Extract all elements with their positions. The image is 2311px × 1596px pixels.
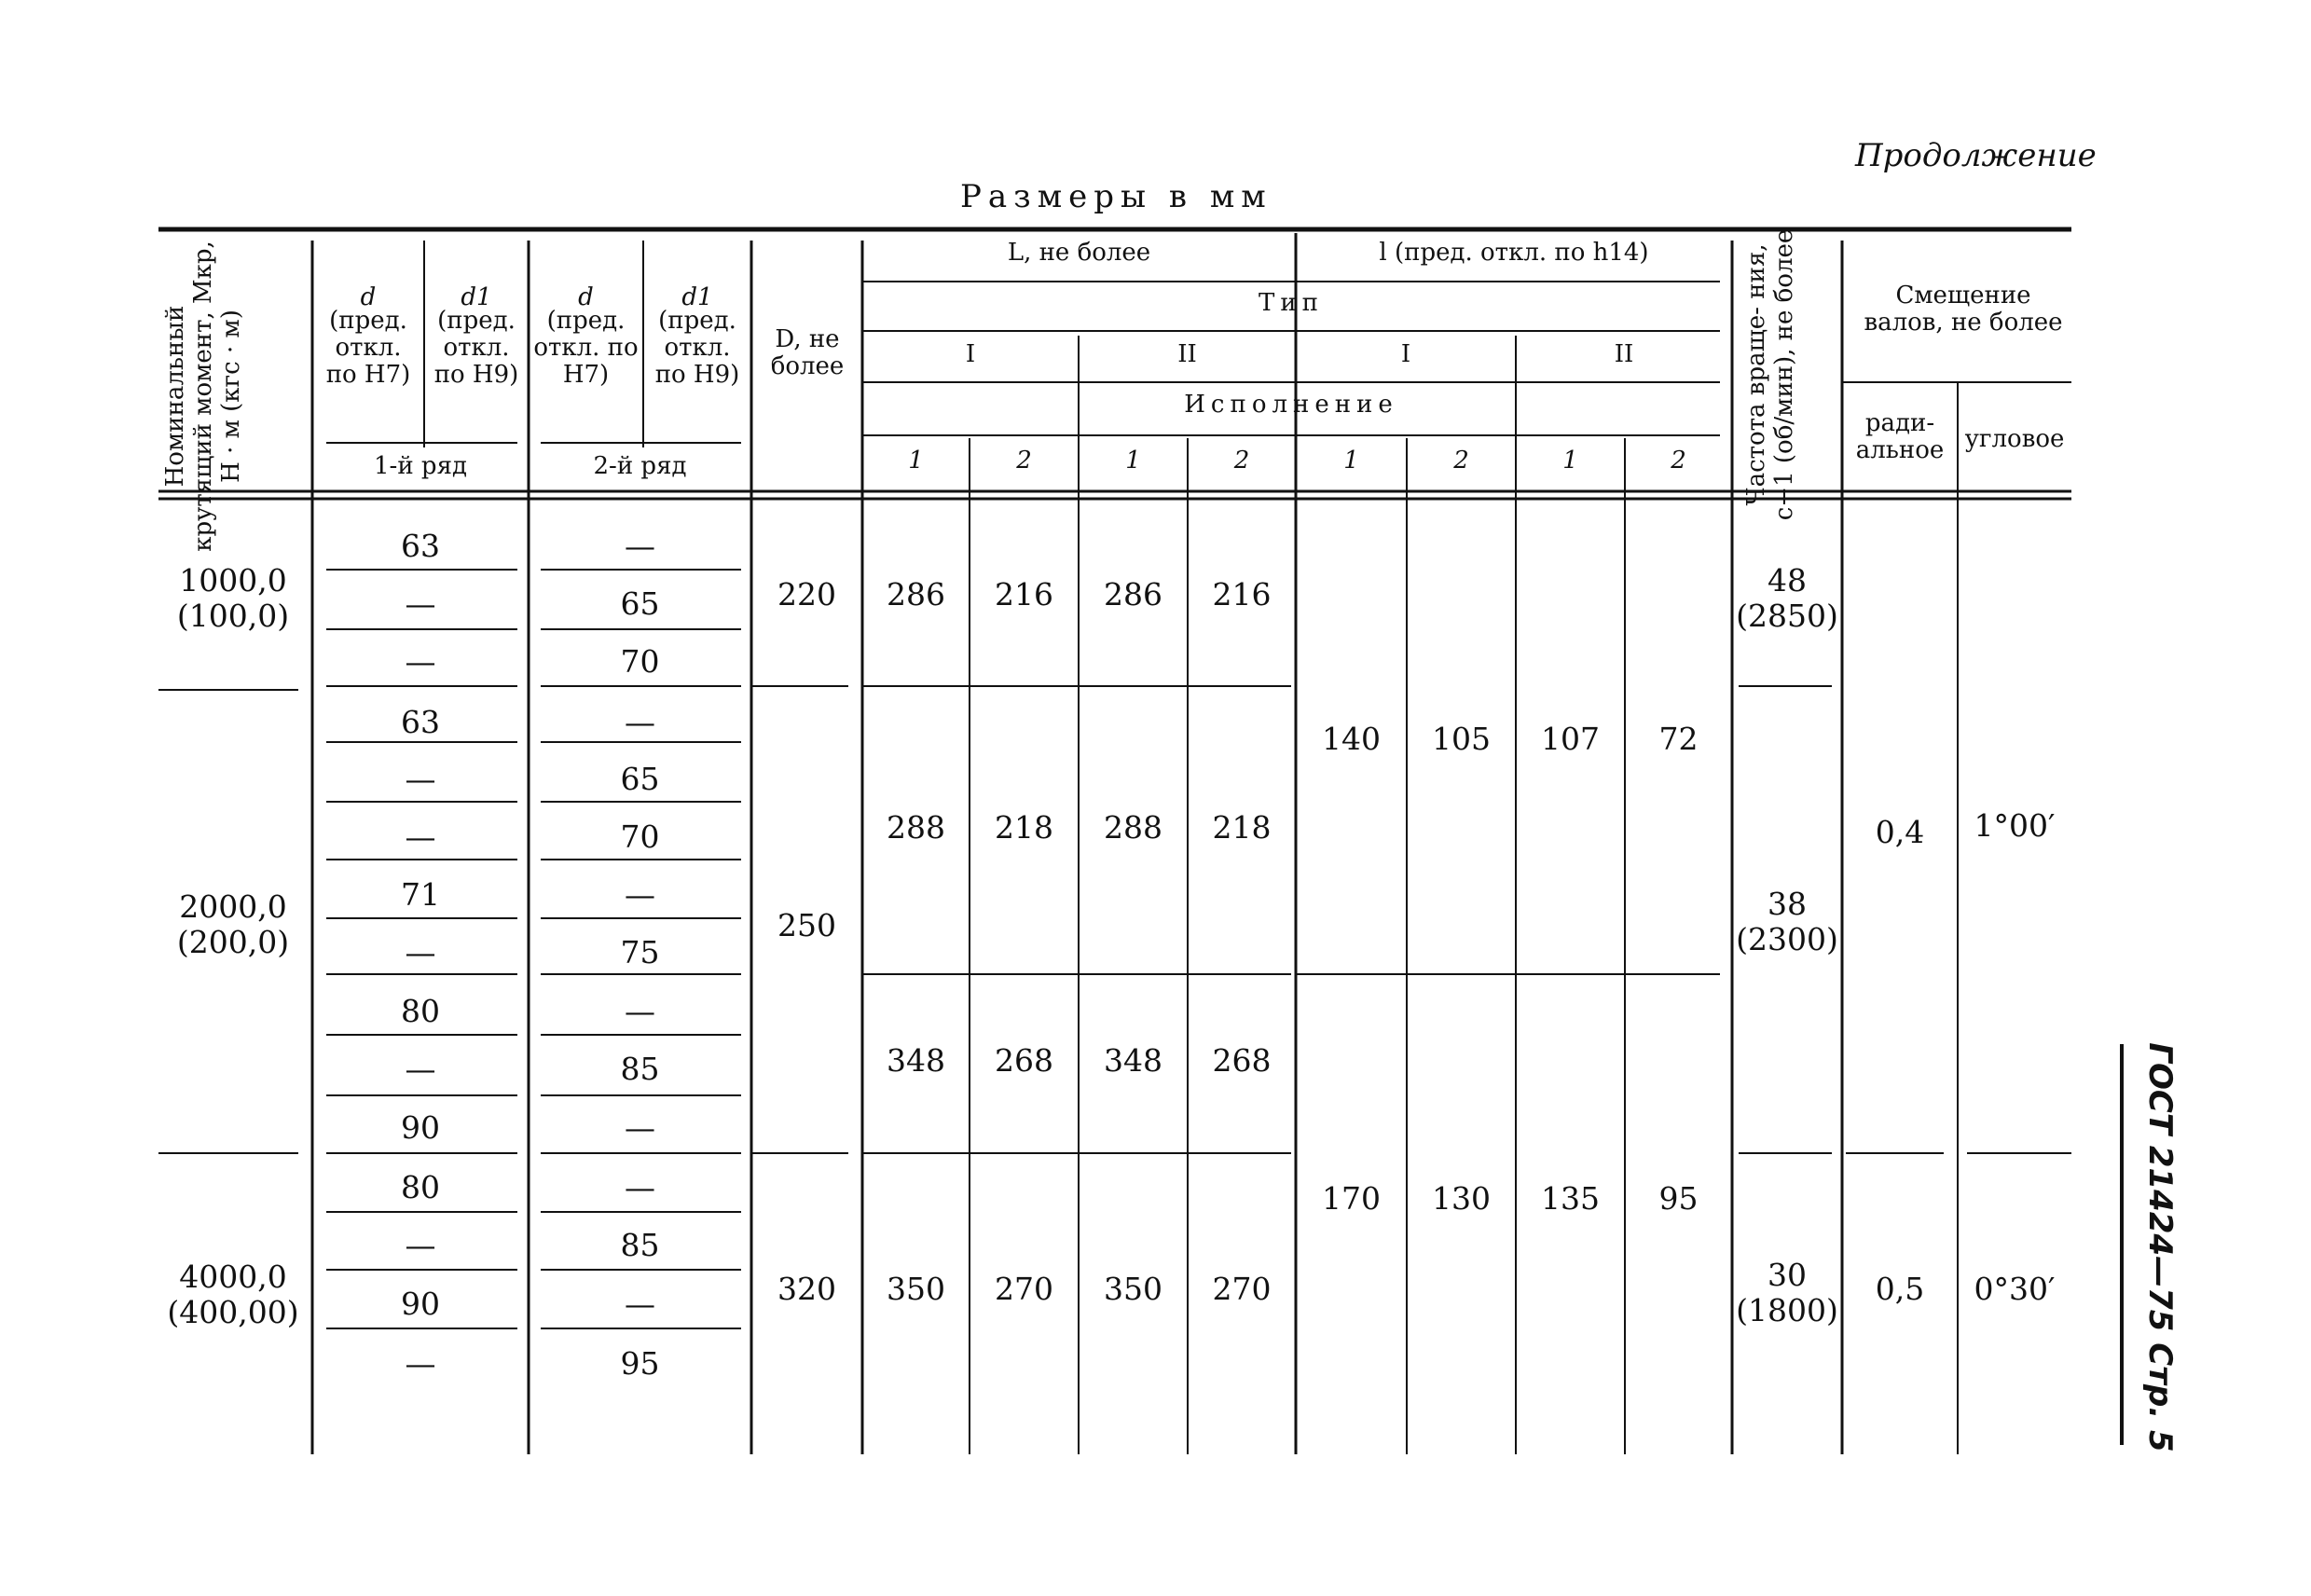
d-row2-value: — [625, 993, 655, 1029]
exec-L-II-2: 2 [1233, 447, 1250, 475]
d-row2-value: 95 [620, 1345, 660, 1382]
l-value: 95 [1658, 1180, 1699, 1217]
l-value: 105 [1432, 721, 1491, 757]
L-value: 268 [995, 1042, 1053, 1079]
l-value: 107 [1541, 721, 1600, 757]
L-value: 350 [1104, 1271, 1162, 1307]
exec-L-II-1: 1 [1125, 447, 1141, 475]
d-row1-value: 80 [401, 1169, 440, 1205]
shift-radial-value: 0,4 [1875, 814, 1925, 850]
D-value-2: 250 [777, 907, 836, 943]
d1-note-row2: (пред. откл. по H9) [654, 307, 740, 390]
d-label-row2: d [578, 283, 594, 311]
exec-L-I-2: 2 [1016, 447, 1032, 475]
L-header: L, не более [1007, 239, 1151, 267]
side-page-label: ГОСТ 21424—75 Стр. 5 [2141, 1042, 2179, 1452]
L-value: 218 [1212, 809, 1272, 846]
torque-kgs-3: (400,00) [167, 1294, 299, 1330]
L-value: 270 [995, 1271, 1053, 1307]
exec-l-II-1: 1 [1562, 447, 1578, 475]
d-note-row1: (пред. откл. по H7) [325, 307, 411, 390]
D-header: D, не более [770, 325, 845, 381]
L-value: 216 [995, 576, 1053, 612]
d-row2-value: — [625, 528, 655, 564]
d-row2-value: 85 [620, 1227, 660, 1263]
freq-rpm-2: (2300) [1736, 921, 1838, 957]
d-row2-value: — [625, 1286, 655, 1322]
d-row1-value: — [405, 819, 436, 855]
execution-header: Исполнение [1184, 391, 1398, 419]
d-row1-value: — [405, 585, 436, 622]
d-row2-value: 65 [620, 585, 660, 622]
shift-angular-header: угловое [1964, 425, 2065, 453]
l-value: 140 [1322, 721, 1381, 757]
L-value: 350 [887, 1271, 945, 1307]
L-value: 348 [1104, 1042, 1162, 1079]
row1-label: 1-й ряд [374, 452, 467, 480]
l-value: 170 [1322, 1180, 1381, 1217]
L-value: 288 [1104, 809, 1162, 846]
d-row2-value: — [625, 704, 655, 740]
d-row2-value: 75 [620, 934, 660, 970]
L-value: 218 [995, 809, 1053, 846]
l-type-I: I [1400, 340, 1411, 368]
continuation-label: Продолжение [1855, 137, 2097, 174]
d-row1-value: — [405, 1227, 436, 1263]
D-value-1: 220 [777, 576, 836, 612]
d-row2-value: 65 [620, 761, 660, 797]
shift-radial-header: ради- альное [1855, 409, 1945, 465]
shift-angular-value: 0°30′ [1974, 1271, 2056, 1307]
d-row1-value: — [405, 934, 436, 970]
d-row1-value: — [405, 643, 436, 680]
d-row1-value: 63 [401, 704, 440, 740]
exec-l-I-2: 2 [1453, 447, 1469, 475]
L-type-II: II [1177, 340, 1197, 368]
exec-L-I-1: 1 [908, 447, 924, 475]
exec-l-II-2: 2 [1671, 447, 1686, 475]
l-type-II: II [1614, 340, 1634, 368]
frequency-header: Частота враще- ния, с−1 (об/мин), не более [1742, 228, 1798, 521]
d-row1-value: 63 [401, 528, 440, 564]
d1-label-row1: d1 [461, 283, 492, 311]
torque-value-2: 2000,0 [179, 888, 287, 925]
units-title: Размеры в мм [960, 178, 1272, 215]
row2-label: 2-й ряд [593, 452, 687, 480]
shift-header: Смещение валов, не более [1864, 282, 2063, 337]
freq-value-3: 30 [1768, 1257, 1807, 1293]
type-header: Тип [1259, 289, 1324, 317]
d-row1-value: 71 [401, 876, 440, 913]
d-row1-value: — [405, 1345, 436, 1382]
l-header: l (пред. откл. по h14) [1379, 239, 1649, 267]
L-value: 288 [887, 809, 945, 846]
freq-rpm-1: (2850) [1736, 598, 1838, 634]
d-row1-value: — [405, 761, 436, 797]
L-value: 286 [887, 576, 945, 612]
d-label-row1: d [360, 283, 377, 311]
exec-l-I-1: 1 [1343, 447, 1359, 475]
L-value: 268 [1212, 1042, 1272, 1079]
torque-value-3: 4000,0 [179, 1259, 287, 1295]
D-value-3: 320 [777, 1271, 836, 1307]
l-value: 130 [1432, 1180, 1491, 1217]
d-row2-value: 70 [620, 643, 660, 680]
l-value: 72 [1658, 721, 1699, 757]
d-note-row2: (пред. откл. по H7) [533, 307, 639, 390]
d-row1-value: 90 [401, 1109, 440, 1146]
d1-label-row2: d1 [681, 283, 713, 311]
freq-value-1: 48 [1768, 562, 1807, 598]
torque-kgs-2: (200,0) [176, 924, 290, 960]
d-row2-value: — [625, 1169, 655, 1205]
L-value: 348 [887, 1042, 945, 1079]
d-row2-value: 70 [620, 819, 660, 855]
d1-note-row1: (пред. откл. по H9) [433, 307, 519, 390]
d-row1-value: — [405, 1051, 436, 1087]
d-row2-value: — [625, 876, 655, 913]
L-value: 216 [1212, 576, 1272, 612]
L-type-I: I [965, 340, 976, 368]
shift-angular-value: 1°00′ [1974, 807, 2056, 844]
torque-kgs-1: (100,0) [176, 598, 290, 634]
freq-rpm-3: (1800) [1736, 1292, 1838, 1328]
d-row2-value: 85 [620, 1051, 660, 1087]
torque-header: Номинальный крутящий момент, Мкр, Н · м (кгс · м) [161, 241, 245, 552]
torque-value-1: 1000,0 [179, 562, 287, 598]
l-value: 135 [1541, 1180, 1600, 1217]
d-row2-value: — [625, 1109, 655, 1146]
d-row1-value: 80 [401, 993, 440, 1029]
L-value: 286 [1104, 576, 1162, 612]
d-row1-value: 90 [401, 1286, 440, 1322]
shift-radial-value: 0,5 [1875, 1271, 1925, 1307]
freq-value-2: 38 [1768, 886, 1807, 922]
L-value: 270 [1212, 1271, 1272, 1307]
